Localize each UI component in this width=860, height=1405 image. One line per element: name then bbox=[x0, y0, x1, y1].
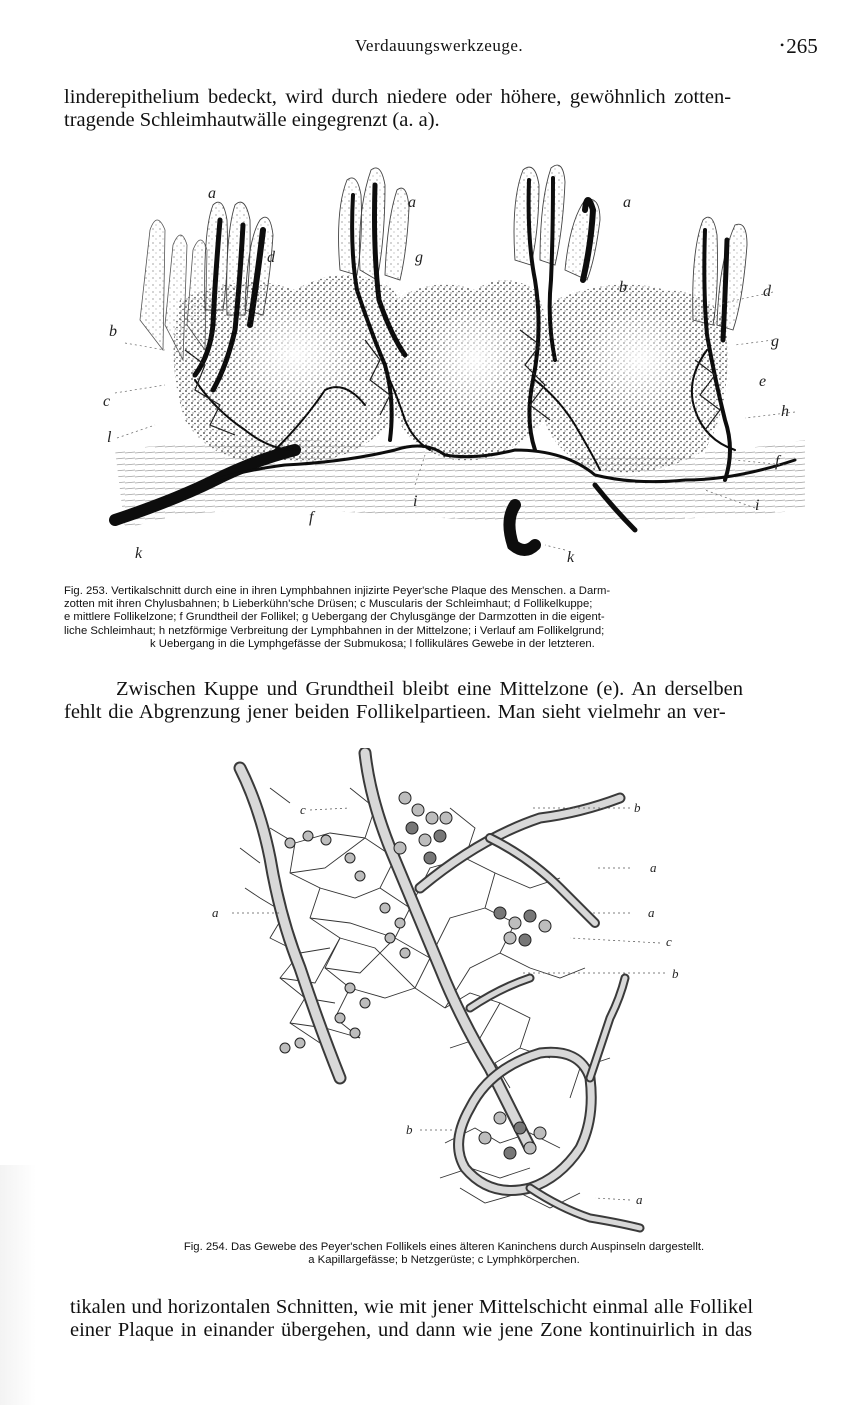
paragraph-1 bbox=[64, 86, 824, 132]
running-title: Verdauungswerkzeuge. bbox=[355, 36, 524, 55]
fig253-label-g1: g bbox=[415, 249, 423, 266]
fig253-label-b2: b bbox=[109, 323, 117, 340]
figure-254-illustration bbox=[200, 748, 680, 1233]
running-head bbox=[0, 36, 860, 60]
paragraph-3 bbox=[70, 1296, 828, 1342]
figure-254-labels bbox=[212, 800, 679, 1207]
fig254-caption-line-1: Fig. 254. Das Gewebe des Peyer'schen Follikels eines älteren Kaninchens durch Auspinseln dargestellt. bbox=[183, 1241, 705, 1253]
fig253-label-a3: a bbox=[623, 194, 631, 211]
fig253-label-c: c bbox=[103, 393, 111, 410]
fig254-label-c2: c bbox=[666, 934, 672, 949]
fig253-label-f1: f bbox=[775, 453, 780, 470]
fig254-label-b2: b bbox=[672, 966, 679, 981]
fig254-label-a3: a bbox=[648, 905, 655, 920]
fig253-label-k2: k bbox=[567, 549, 575, 566]
figure-254 bbox=[200, 748, 680, 1233]
fig253-label-k1: k bbox=[135, 545, 143, 562]
fig253-label-h: h bbox=[781, 403, 789, 420]
fig253-caption-line: Fig. 253. Vertikalschnitt durch eine in ihren Lymphbahnen injizirte Peyer'sche Plaque des Menschen. a Darm- bbox=[64, 585, 611, 597]
fig253-label-i2: i bbox=[755, 497, 760, 514]
page-number bbox=[780, 34, 818, 59]
fig254-label-b3: b bbox=[406, 1122, 413, 1137]
figure-253-illustration bbox=[95, 150, 815, 570]
fig253-label-d1: d bbox=[267, 249, 275, 266]
fig253-caption-line: k Uebergang in die Lymphgefässe der Submukosa; l follikuläres Gewebe in der letzteren. bbox=[150, 637, 595, 650]
page-marker: • bbox=[780, 38, 785, 52]
crypts bbox=[140, 220, 207, 360]
figure-253 bbox=[95, 150, 815, 570]
fig254-label-c1: c bbox=[300, 802, 306, 817]
paragraph-2 bbox=[64, 678, 824, 724]
fig253-label-i1: i bbox=[413, 493, 418, 510]
reticular-network bbox=[240, 788, 610, 1208]
fig254-label-b1: b bbox=[634, 800, 641, 815]
fig253-label-a1: a bbox=[208, 185, 216, 202]
fig254-caption-line-2: a Kapillargefässe; b Netzgerüste; c Lymphkörperchen. bbox=[308, 1254, 580, 1267]
fig253-label-b1: b bbox=[619, 279, 627, 296]
fig253-label-a2: a bbox=[408, 194, 416, 211]
paragraph-2-line-1: Zwischen Kuppe und Grundtheil bleibt eine Mittelzone (e). An derselben bbox=[116, 678, 744, 700]
page-number-value: 265 bbox=[786, 34, 818, 58]
scan-edge-shadow bbox=[0, 1165, 36, 1405]
fig253-caption-line: e mittlere Follikelzone; f Grundtheil der Follikel; g Uebergang der Chylusgänge der Darmzotten in die eigent- bbox=[64, 611, 605, 624]
paragraph-3-line-2: einer Plaque in einander übergehen, und dann wie jene Zone kontinuirlich in das bbox=[70, 1319, 753, 1341]
figure-253-caption bbox=[64, 585, 824, 651]
fig253-label-l: l bbox=[107, 429, 112, 446]
paragraph-2-line-2: fehlt die Abgrenzung jener beiden Follikelpartieen. Man sieht vielmehr an ver- bbox=[64, 701, 726, 723]
fig253-label-g2: g bbox=[771, 333, 779, 350]
fig254-label-a2: a bbox=[212, 905, 219, 920]
figure-254-caption bbox=[64, 1241, 824, 1267]
capillaries bbox=[240, 753, 640, 1228]
fig253-label-f2: f bbox=[309, 509, 314, 526]
fig253-caption-line: zotten mit ihren Chylusbahnen; b Lieberkühn'sche Drüsen; c Muscularis der Schleimhaut; d Follikelkuppe; bbox=[64, 598, 593, 611]
fig253-label-d2: d bbox=[763, 283, 771, 300]
paragraph-1-line-2: tragende Schleimhautwälle eingegrenzt (a. a). bbox=[64, 109, 440, 131]
fig254-label-a4: a bbox=[636, 1192, 643, 1207]
paragraph-3-line-1: tikalen und horizontalen Schnitten, wie mit jener Mittelschicht einmal alle Follikel bbox=[70, 1296, 754, 1318]
fig253-label-e: e bbox=[759, 373, 767, 390]
fig253-caption-line: liche Schleimhaut; h netzförmige Verbreitung der Lymphbahnen in der Mittelzone; i Verlauf am Follikelgrund; bbox=[64, 624, 605, 637]
paragraph-1-line-1: linderepithelium bedeckt, wird durch niedere oder höhere, gewöhnlich zotten- bbox=[64, 86, 732, 108]
fig254-label-a1: a bbox=[650, 860, 657, 875]
